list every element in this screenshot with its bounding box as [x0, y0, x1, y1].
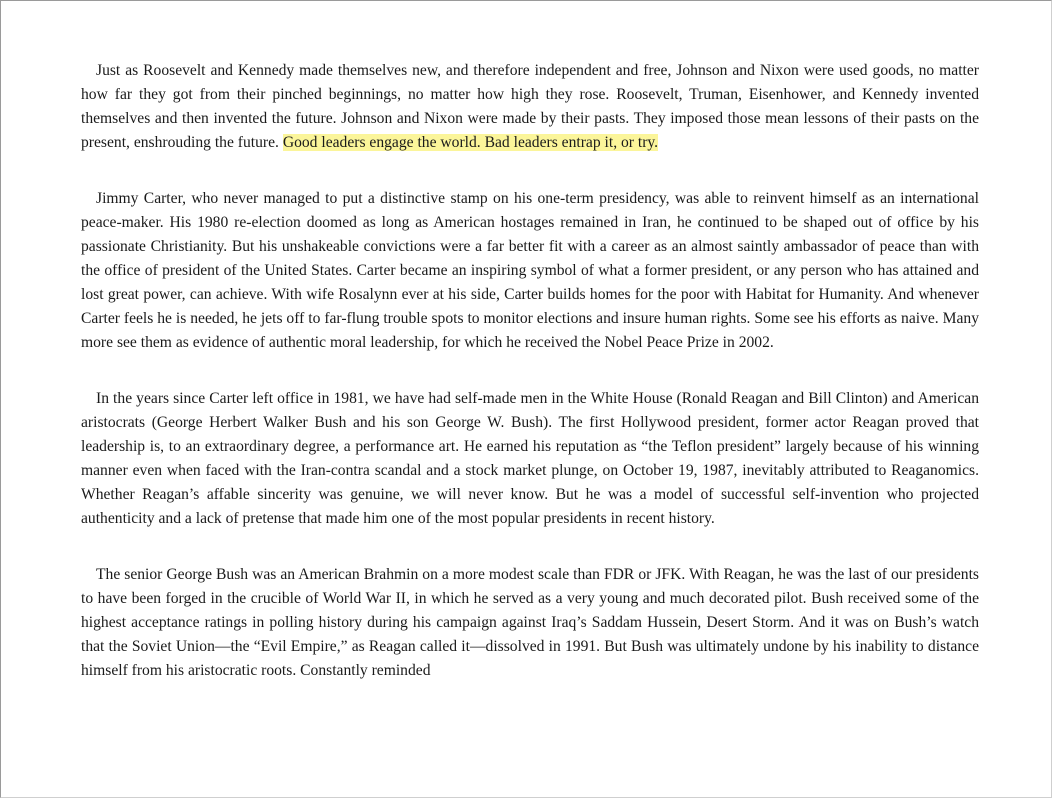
- paragraph-3: [81, 387, 979, 531]
- paragraph-1-text: Just as Roosevelt and Kennedy made themselves new, and therefore independent and free, Johnson and Nixon were used goods, no matter how far they got from their pinched beginnings, no matter how high they rose. Roosevelt, Truman, Eisenhower, and Kennedy invented themselves and then invented the future. Johnson and Nixon were made by their pasts. They imposed those mean lessons of their pasts on the present, enshrouding the future.: [81, 62, 979, 151]
- paragraph-1: [81, 59, 979, 155]
- paragraph-2-text: Jimmy Carter, who never managed to put a distinctive stamp on his one-term presidency, was able to reinvent himself as an international peace-maker. His 1980 re-election doomed as long as American hostages remained in Iran, he continued to be shaped out of office by his passionate Christianity. But his unshakeable convictions were a far better fit with a career as an almost saintly ambassador of peace than with the office of president of the United States. Carter became an inspiring symbol of what a former president, or any person who has attained and lost great power, can achieve. With wife Rosalynn ever at his side, Carter builds homes for the poor with Habitat for Humanity. And whenever Carter feels he is needed, he jets off to far-flung trouble spots to monitor elections and insure human rights. Some see his efforts as naive. Many more see them as evidence of authentic moral leadership, for which he received the Nobel Peace Prize in 2002.: [81, 190, 979, 351]
- paragraph-3-text: In the years since Carter left office in 1981, we have had self-made men in the White House (Ronald Reagan and Bill Clinton) and American aristocrats (George Herbert Walker Bush and his son George W. Bush). The first Hollywood president, former actor Reagan proved that leadership is, to an extraordinary degree, a performance art. He earned his reputation as “the Teflon president” largely because of his winning manner even when faced with the Iran-contra scandal and a stock market plunge, on October 19, 1987, inevitably attributed to Reaganomics. Whether Reagan’s affable sincerity was genuine, we will never know. But he was a model of successful self-invention who projected authenticity and a lack of pretense that made him one of the most popular presidents in recent history.: [81, 390, 979, 527]
- page-body: [81, 59, 979, 683]
- paragraph-4: [81, 563, 979, 683]
- paragraph-4-text: The senior George Bush was an American Brahmin on a more modest scale than FDR or JFK. With Reagan, he was the last of our presidents to have been forged in the crucible of World War II, in which he served as a very young and much decorated pilot. Bush received some of the highest acceptance ratings in polling history during his campaign against Iraq’s Saddam Hussein, Desert Storm. And it was on Bush’s watch that the Soviet Union—the “Evil Empire,” as Reagan called it—dissolved in 1991. But Bush was ultimately undone by his inability to distance himself from his aristocratic roots. Constantly reminded: [81, 566, 979, 679]
- paragraph-2: [81, 187, 979, 355]
- highlighted-passage[interactable]: Good leaders engage the world. Bad leaders entrap it, or try.: [282, 134, 659, 151]
